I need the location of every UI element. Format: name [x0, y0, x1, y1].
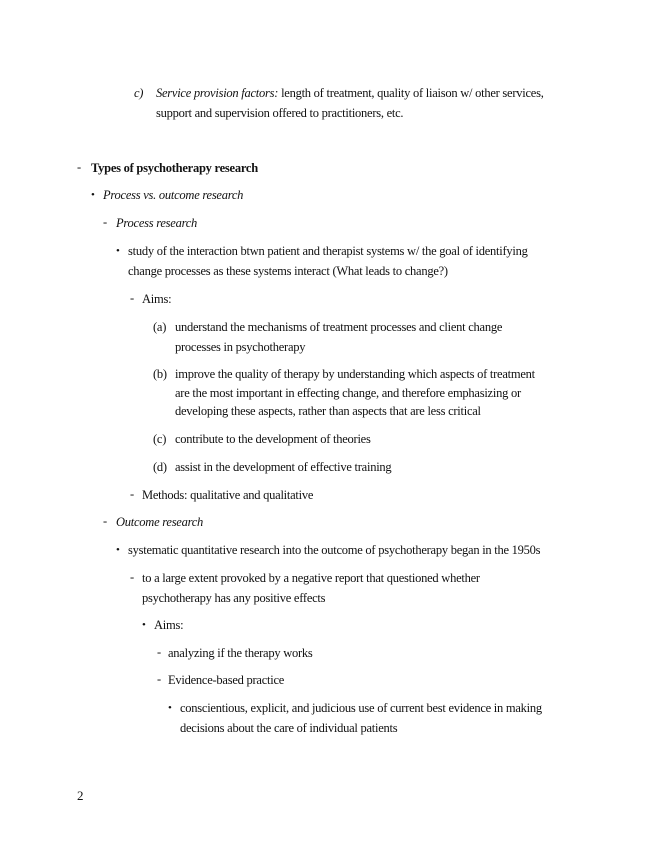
- aim-a-line-1: understand the mechanisms of treatment processes and client change: [175, 320, 503, 334]
- service-provision-title: Service provision factors:: [156, 86, 279, 100]
- dash-marker: -: [157, 672, 161, 686]
- list-marker: c): [134, 86, 144, 100]
- aim-b-line-2: are the most important in effecting change, and therefore emphasizing or: [175, 386, 521, 400]
- aim-b-line-3: developing these aspects, rather than aspects that are less critical: [175, 404, 481, 418]
- service-provision-line-2: support and supervision offered to practitioners, etc.: [156, 106, 404, 120]
- aim-b-marker: (b): [153, 367, 167, 381]
- aim-c-line-1: contribute to the development of theories: [175, 432, 371, 446]
- aim-a-line-2: processes in psychotherapy: [175, 340, 306, 354]
- aim-a-marker: (a): [153, 320, 167, 334]
- process-study-line-2: change processes as these systems interact (What leads to change?): [128, 264, 448, 278]
- outcome-systematic: systematic quantitative research into the outcome of psychotherapy began in the 1950s: [128, 543, 541, 557]
- dash-marker: -: [130, 487, 134, 501]
- dash-marker: -: [130, 570, 134, 584]
- bullet-marker: •: [168, 702, 172, 714]
- aim-c-marker: (c): [153, 432, 167, 446]
- dash-marker: -: [130, 291, 134, 305]
- outcome-aims-label: Aims:: [154, 618, 184, 632]
- page-number: 2: [77, 788, 84, 803]
- aim-d-line-1: assist in the development of effective training: [175, 460, 392, 474]
- dash-marker: -: [157, 645, 161, 659]
- service-provision-line-1: [156, 86, 544, 101]
- aim-d-marker: (d): [153, 460, 167, 474]
- bullet-marker: •: [91, 189, 95, 201]
- outcome-analyzing: analyzing if the therapy works: [168, 646, 313, 660]
- process-study-line-1: study of the interaction btwn patient and therapist systems w/ the goal of identifying: [128, 244, 528, 258]
- ebp-definition-line-1: conscientious, explicit, and judicious use of current best evidence in making: [180, 701, 542, 715]
- section-heading: Types of psychotherapy research: [91, 161, 258, 175]
- outcome-provoked-line-1: to a large extent provoked by a negative report that questioned whether: [142, 571, 480, 585]
- dash-marker: -: [103, 514, 107, 528]
- process-methods: Methods: qualitative and qualitative: [142, 488, 314, 502]
- dash-marker: -: [77, 160, 81, 174]
- evidence-based-practice: Evidence-based practice: [168, 673, 285, 687]
- ebp-definition-line-2: decisions about the care of individual patients: [180, 721, 398, 735]
- bullet-marker: •: [116, 245, 120, 257]
- bullet-marker: •: [142, 619, 146, 631]
- aim-b-line-1: improve the quality of therapy by understanding which aspects of treatment: [175, 367, 535, 381]
- dash-marker: -: [103, 215, 107, 229]
- bullet-marker: •: [116, 544, 120, 556]
- outcome-research-heading: Outcome research: [116, 515, 204, 529]
- service-provision-text: length of treatment, quality of liaison w/ other services,: [278, 86, 544, 100]
- outcome-provoked-line-2: psychotherapy has any positive effects: [142, 591, 326, 605]
- process-research-heading: Process research: [116, 216, 198, 230]
- subsection-heading: Process vs. outcome research: [103, 188, 244, 202]
- process-aims-label: Aims:: [142, 292, 172, 306]
